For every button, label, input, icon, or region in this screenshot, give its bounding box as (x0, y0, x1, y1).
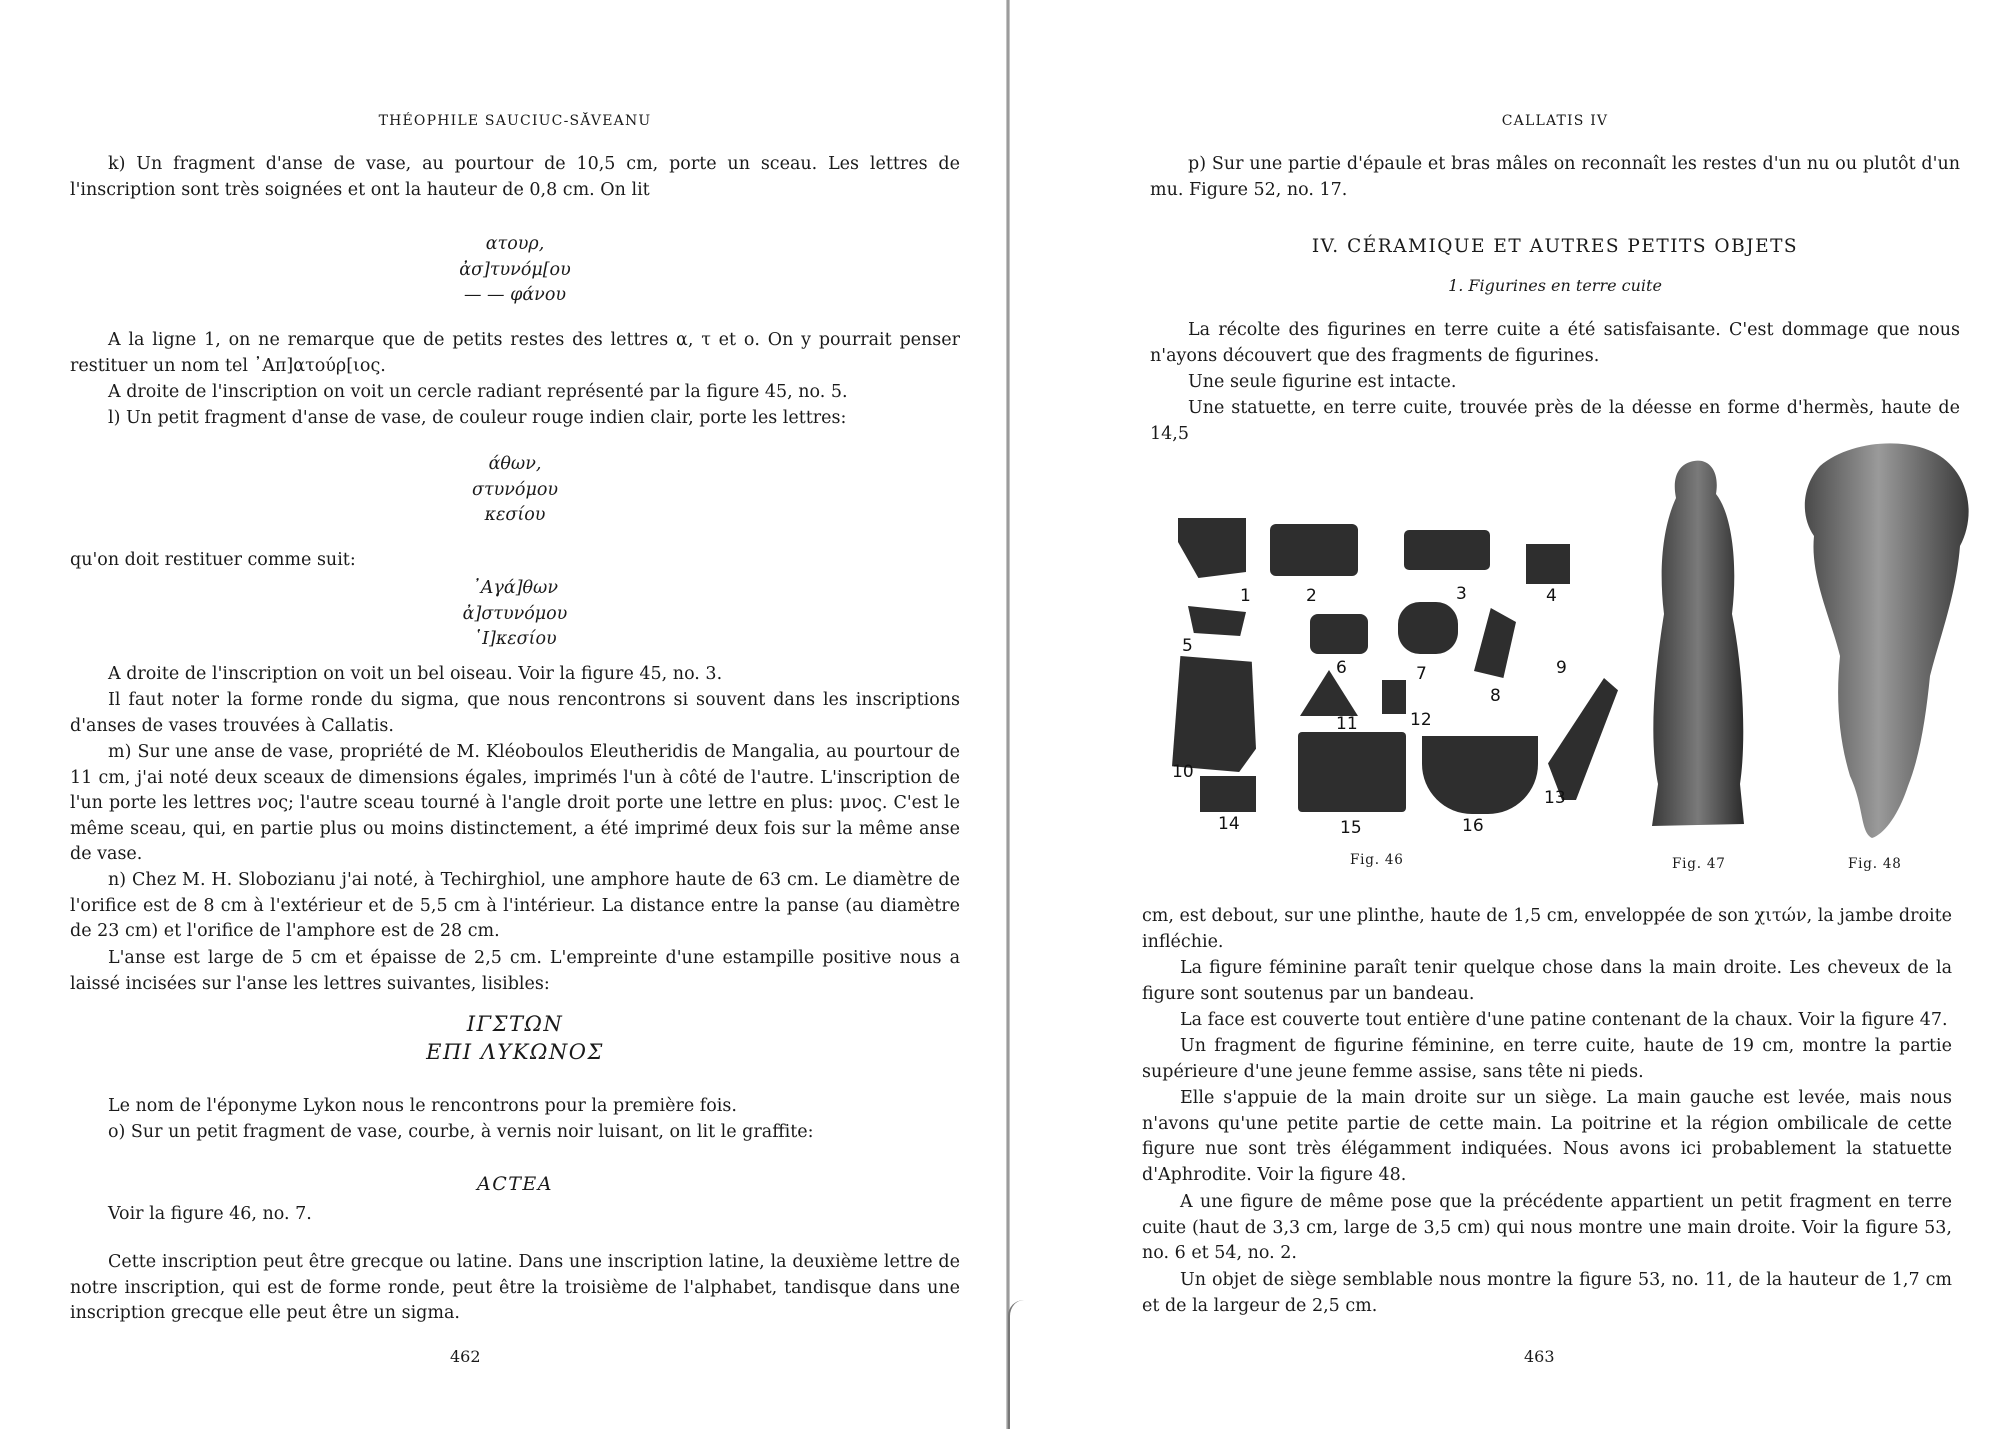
sherd-16 (1422, 736, 1538, 814)
paragraph-ligne1: A la ligne 1, on ne remarque que de petits restes des lettres α, τ et ο. On y pourrait penser restituer un nom tel ᾿Απ]ατούρ[ιος. (70, 330, 960, 376)
sherd-15 (1298, 732, 1406, 812)
sherd-number: 15 (1340, 818, 1362, 838)
paragraph-p: p) Sur une partie d'épaule et bras mâles on reconnaît les restes d'un nu ou plutôt d'un mu. Figure 52, no. 17. (1150, 154, 1960, 200)
sherd-1 (1178, 518, 1246, 578)
sherd-6 (1310, 614, 1368, 654)
sherd-number: 11 (1336, 714, 1358, 734)
sherd-number: 8 (1490, 686, 1501, 706)
sherd-number: 3 (1456, 584, 1467, 604)
figure-46-caption: Fig. 46 (1350, 852, 1404, 868)
sub-title: 1. Figurines en terre cuite (1448, 276, 1662, 295)
sherd-12 (1382, 680, 1406, 714)
figure-47-caption: Fig. 47 (1672, 856, 1726, 872)
sherd-number: 5 (1182, 636, 1193, 656)
sherd-number: 12 (1410, 710, 1432, 730)
sherd-number: 6 (1336, 658, 1347, 678)
paragraph-sigma: Il faut noter la forme ronde du sigma, que nous rencontrons si souvent dans les inscriptions d'anses de vases trouvées à Callatis. (70, 690, 960, 736)
sherd-number: 9 (1556, 658, 1567, 678)
inscription-4: ΙΓΣΤΩΝ ΕΠΙ ΛΥΚΩΝΟΣ (426, 1012, 604, 1064)
paragraph-pose: A une figure de même pose que la précédente appartient un petit fragment en terre cuite (haut de 3,3 cm, large de 3,5 cm) qui nous montre une main droite. Voir la figure 53, no. 6 et 54, no. 2. (1142, 1192, 1952, 1264)
paragraph-fragment: Un fragment de figurine féminine, en terre cuite, haute de 19 cm, montre la partie supérieure d'une jeune femme assise, sans tête ni pieds. (1142, 1036, 1952, 1082)
paragraph-m: m) Sur une anse de vase, propriété de M. Kléoboulos Eleutheridis de Mangalia, au pourtour de 11 cm, j'ai noté deux sceaux de dimensions égales, imprimés l'un à côté de l'autre. L'inscription de l'un porte les lettres νος; l'autre sceau tourné à l'angle droit porte une lettre en plus: μνος. C'est le même sceau, qui, en partie plus ou moins distinctement, a été imprimé deux fois sur la même anse de vase. (70, 742, 960, 865)
sherd-number: 2 (1306, 586, 1317, 606)
section-title: IV. CÉRAMIQUE ET AUTRES PETITS OBJETS (1311, 236, 1799, 257)
figure-47-statuette (1628, 454, 1768, 834)
paragraph-final: Cette inscription peut être grecque ou latine. Dans une inscription latine, la deuxième lettre de notre inscription, qui est de forme ronde, peut être la troisième de l'alphabet, tandisque dans une inscription grecque elle peut être un sigma. (70, 1252, 960, 1324)
paragraph-oiseau: A droite de l'inscription on voit un bel oiseau. Voir la figure 45, no. 3. (108, 664, 723, 684)
paragraph-restituer: qu'on doit restituer comme suit: (70, 550, 356, 570)
figure-48-caption: Fig. 48 (1848, 856, 1902, 872)
paragraph-cercle: A droite de l'inscription on voit un cercle radiant représenté par la figure 45, no. 5. (108, 382, 848, 402)
figure-46-sherds (1160, 510, 1625, 840)
sherd-5 (1188, 606, 1246, 636)
sherd-3 (1404, 530, 1490, 570)
sherd-number: 10 (1172, 762, 1194, 782)
paragraph-lykon: Le nom de l'éponyme Lykon nous le rencontrons pour la première fois. (108, 1096, 737, 1116)
running-head: THÉOPHILE SAUCIUC-SĂVEANU (378, 113, 652, 129)
inscription-1: ατουρ, ἀσ]τυνόμ[ου — — φάνου (459, 234, 571, 305)
sherd-number: 4 (1546, 586, 1557, 606)
sherd-11 (1300, 670, 1358, 716)
paragraph-siege: Un objet de siège semblable nous montre la figure 53, no. 11, de la hauteur de 1,7 cm et de la largeur de 2,5 cm. (1142, 1270, 1952, 1316)
paragraph-face: La face est couverte tout entière d'une patine contenant de la chaux. Voir la figure 47. (1180, 1010, 1948, 1030)
paragraph-debout: cm, est debout, sur une plinthe, haute de 1,5 cm, enveloppée de son χιτών, la jambe droite infléchie. (1142, 906, 1952, 952)
sherd-8 (1474, 608, 1516, 678)
paragraph-o: o) Sur un petit fragment de vase, courbe, à vernis noir luisant, on lit le graffite: (108, 1122, 814, 1142)
inscription-2: άθων, στυνόμου κεσίου (472, 454, 558, 525)
inscription-3: ᾿Αγά]θων ἀ]στυνόμου ῾Ι]κεσίου (462, 578, 568, 649)
sherd-number: 16 (1462, 816, 1484, 836)
figure-48-aphrodite-fragment (1780, 436, 1980, 846)
page-number: 462 (450, 1347, 481, 1366)
sherd-14 (1200, 776, 1256, 812)
page-number: 463 (1524, 1347, 1555, 1366)
sherd-number: 13 (1544, 788, 1566, 808)
paragraph-statuette: Une statuette, en terre cuite, trouvée près de la déesse en forme d'hermès, haute de 14,5 (1150, 398, 1960, 444)
paragraph-recolte: La récolte des figurines en terre cuite a été satisfaisante. C'est dommage que nous n'ayons découvert que des fragments de figurines. (1150, 320, 1960, 366)
paragraph-l: l) Un petit fragment d'anse de vase, de couleur rouge indien clair, porte les lettres: (108, 408, 847, 428)
paragraph-n: n) Chez M. H. Slobozianu j'ai noté, à Techirghiol, une amphore haute de 63 cm. Le diamètre de l'orifice est de 8 cm à l'extérieur et de 5,5 cm à l'intérieur. La distance entre la panse (au diamètre de 23 cm) et l'orifice de l'amphore est de 28 cm. (70, 870, 960, 942)
sherd-number: 1 (1240, 586, 1251, 606)
paragraph-appuie: Elle s'appuie de la main droite sur un siège. La main gauche est levée, mais nous n'avons qu'une petite partie de cette main. La poitrine et la région ombilicale de cette figure nue sont très élégamment indiquées. Nous avons ici probablement la statuette d'Aphrodite. Voir la figure 48. (1142, 1088, 1952, 1185)
paragraph-seule: Une seule figurine est intacte. (1188, 372, 1457, 392)
sherd-number: 7 (1416, 664, 1427, 684)
paragraph-feminine: La figure féminine paraît tenir quelque chose dans la main droite. Les cheveux de la figure sont soutenus par un bandeau. (1142, 958, 1952, 1004)
sherd-7 (1398, 602, 1458, 654)
sherd-number: 14 (1218, 814, 1240, 834)
sherd-4 (1526, 544, 1570, 584)
paragraph-k: k) Un fragment d'anse de vase, au pourtour de 10,5 cm, porte un sceau. Les lettres de l'inscription sont très soignées et ont la hauteur de 0,8 cm. On lit (70, 154, 960, 200)
running-head: CALLATIS IV (1501, 113, 1609, 129)
sherd-2 (1270, 524, 1358, 576)
paragraph-voir46: Voir la figure 46, no. 7. (108, 1204, 312, 1224)
sherd-13 (1548, 678, 1618, 800)
inscription-5: ACTEA (476, 1173, 554, 1195)
sherd-10 (1172, 656, 1256, 772)
paragraph-anse: L'anse est large de 5 cm et épaisse de 2,5 cm. L'empreinte d'une estampille positive nous a laissé incisées sur l'anse les lettres suivantes, lisibles: (70, 948, 960, 994)
right-page (1010, 0, 2000, 1429)
